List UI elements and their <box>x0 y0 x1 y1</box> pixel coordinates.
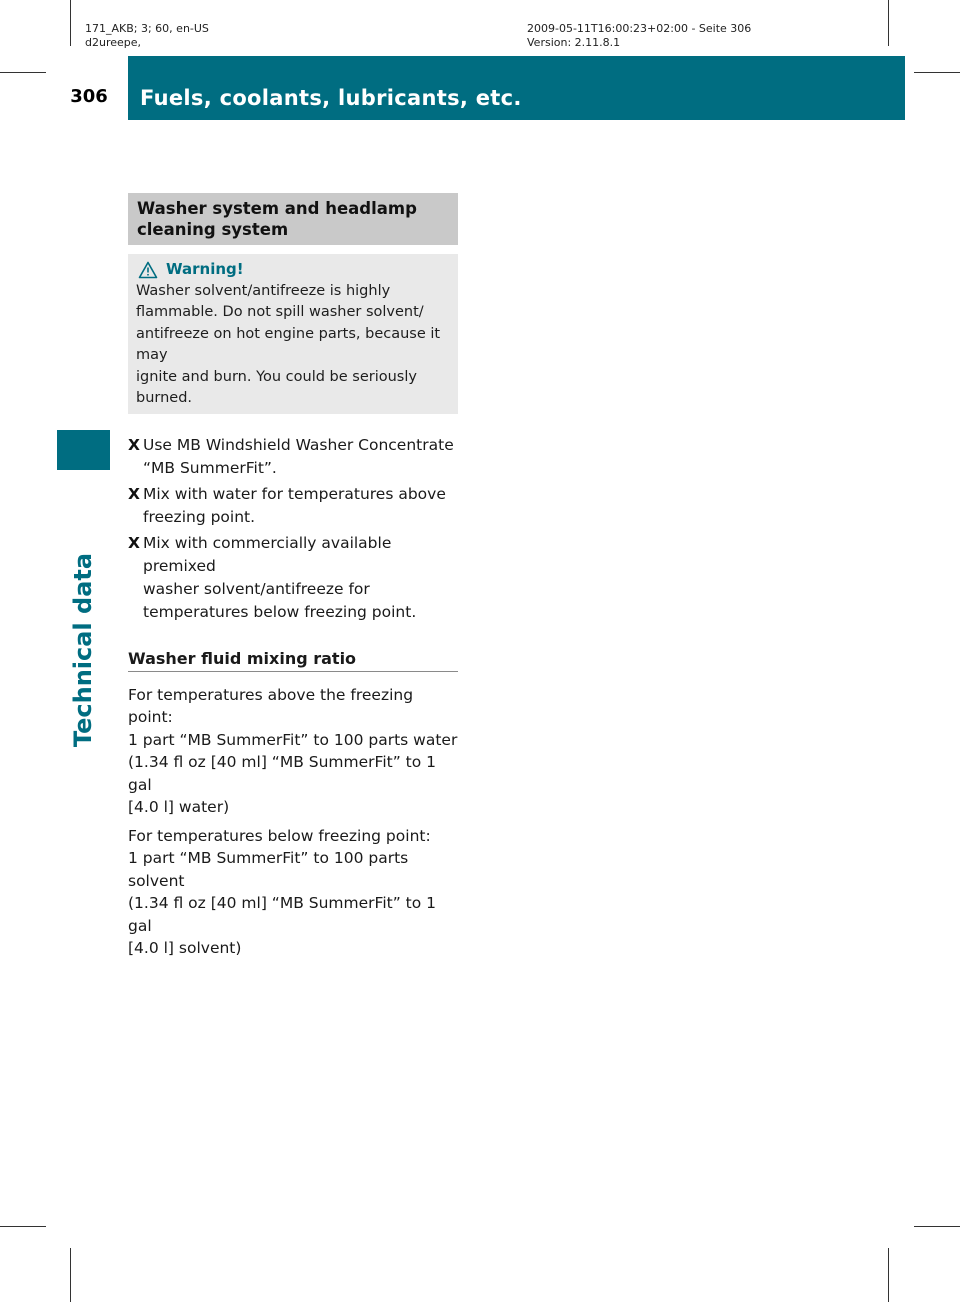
paragraph-line: 1 part “MB SummerFit” to 100 parts solvent <box>128 849 409 890</box>
instruction-marker: X <box>128 435 140 454</box>
meta-right-line1: 2009-05-11T16:00:23+02:00 - Seite 306 <box>527 22 752 35</box>
instruction-item <box>128 483 458 529</box>
crop-mark <box>888 0 889 46</box>
content-column <box>128 193 458 960</box>
instruction-line: “MB SummerFit”. <box>143 458 277 477</box>
warning-line: flammable. Do not spill washer solvent/ <box>136 304 424 320</box>
paragraph-line: For temperatures above the freezing point: <box>128 685 414 726</box>
section-heading-line2: cleaning system <box>137 220 289 239</box>
instruction-marker: X <box>128 484 140 503</box>
header-bar <box>128 56 905 120</box>
paragraph-line: (1.34 fl oz [40 ml] “MB SummerFit” to 1 gal <box>128 894 437 935</box>
warning-triangle-icon <box>138 261 158 279</box>
paragraph-line: [4.0 l] water) <box>128 798 230 816</box>
side-tab-marker <box>57 430 110 470</box>
section-heading-line1: Washer system and headlamp <box>137 199 417 218</box>
print-meta-right <box>527 22 751 50</box>
instruction-marker: X <box>128 533 140 552</box>
instruction-line: Use MB Windshield Washer Concentrate <box>143 435 454 454</box>
page-number: 306 <box>70 86 108 107</box>
instruction-line: Mix with commercially available premixed <box>143 533 392 575</box>
paragraph-line: [4.0 l] solvent) <box>128 939 242 957</box>
paragraph-line: For temperatures below freezing point: <box>128 826 431 845</box>
crop-mark <box>0 72 46 73</box>
crop-mark <box>888 1248 889 1302</box>
crop-mark <box>914 72 960 73</box>
instruction-item <box>128 532 458 624</box>
mixing-ratio-heading: Washer fluid mixing ratio <box>128 649 458 672</box>
warning-box <box>128 254 458 414</box>
warning-line: ignite and burn. You could be seriously <box>136 368 417 385</box>
warning-line: burned. <box>136 390 193 406</box>
instruction-line: freezing point. <box>143 507 256 526</box>
header-title: Fuels, coolants, lubricants, etc. <box>140 86 522 110</box>
crop-mark <box>70 1248 71 1302</box>
crop-mark <box>70 0 71 46</box>
warning-line: Washer solvent/antifreeze is highly <box>136 282 391 299</box>
warning-line: antifreeze on hot engine parts, because it may <box>136 325 441 363</box>
meta-left-line2: d2ureepe, <box>85 36 142 49</box>
meta-right-line2: Version: 2.11.8.1 <box>527 36 621 49</box>
crop-mark <box>914 1226 960 1227</box>
instruction-list <box>128 434 458 624</box>
warning-title-row <box>136 259 450 281</box>
meta-left-line1: 171_AKB; 3; 60, en-US <box>85 22 209 35</box>
warning-title: Warning! <box>166 260 244 278</box>
paragraph-line: 1 part “MB SummerFit” to 100 parts water <box>128 730 458 749</box>
side-tab-label: Technical data <box>69 552 97 748</box>
instruction-line: washer solvent/antifreeze for <box>143 579 370 598</box>
instruction-line: Mix with water for temperatures above <box>143 484 446 503</box>
crop-mark <box>0 1226 46 1227</box>
instruction-item <box>128 434 458 480</box>
instruction-line: temperatures below freezing point. <box>143 602 417 621</box>
paragraph-line: (1.34 fl oz [40 ml] “MB SummerFit” to 1 gal <box>128 753 437 794</box>
mixing-above-freezing <box>128 684 458 819</box>
section-heading <box>128 193 458 245</box>
print-meta-left <box>85 22 209 50</box>
mixing-below-freezing <box>128 825 458 960</box>
